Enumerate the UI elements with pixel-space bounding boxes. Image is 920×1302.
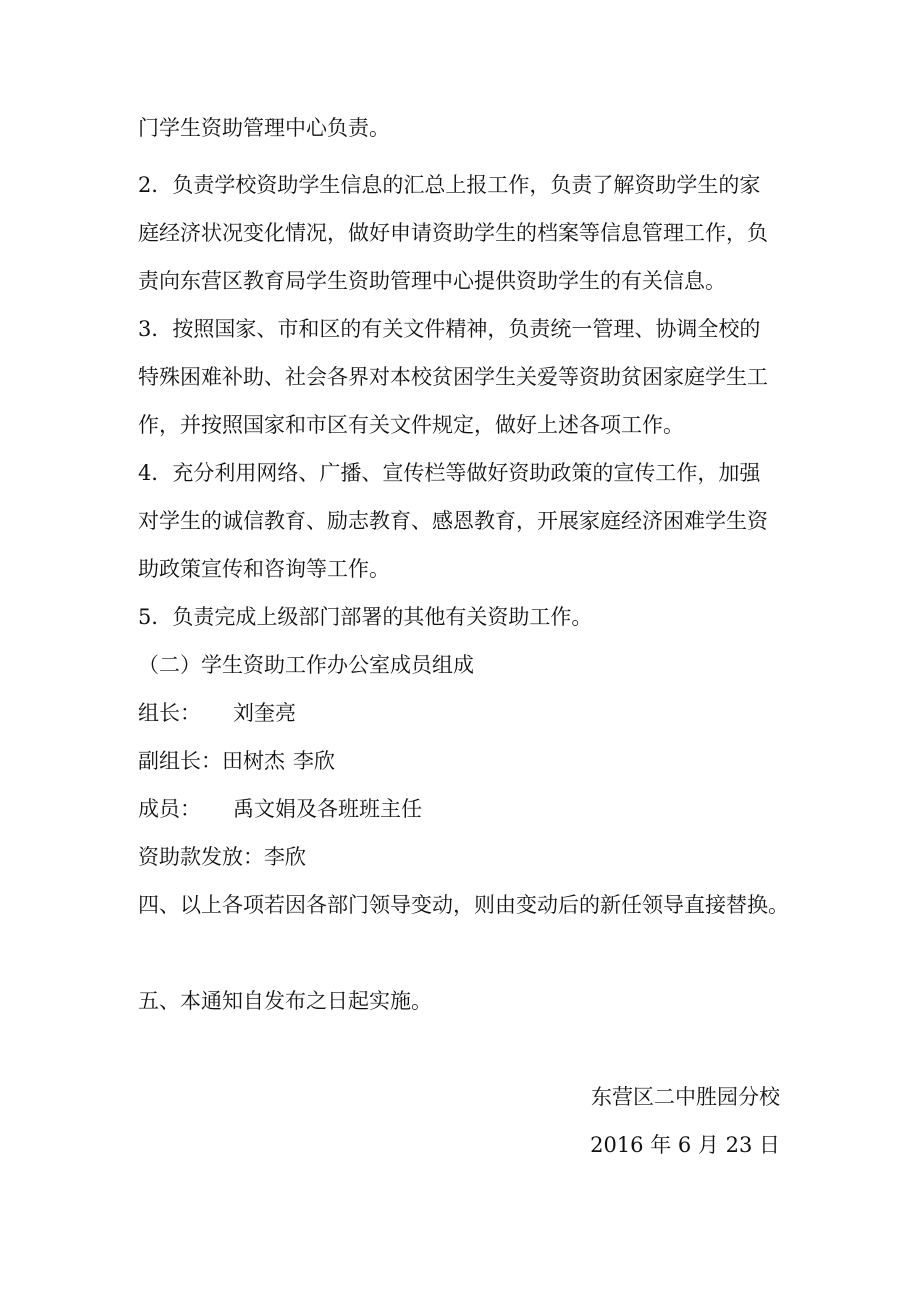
body-line-5: 3．按照国家、市和区的有关文件精神，负责统一管理、协调全校的 [138,317,761,341]
body-line-3: 庭经济状况变化情况，做好申请资助学生的档案等信息管理工作，负 [138,221,768,245]
leader-label: 组长： [138,701,201,725]
deputy-name-1: 田树杰 [222,749,285,773]
signature-date: 2016 年 6 月 23 日 [590,1133,780,1157]
members-row [138,795,422,823]
body-line-8: 4．充分利用网络、广播、宣传栏等做好资助政策的宣传工作，加强 [138,461,761,485]
funds-distribution-row [138,843,306,871]
leader-name: 刘奎亮 [233,701,296,725]
members-value: 禹文娟及各班班主任 [233,797,422,821]
body-line-4: 责向东营区教育局学生资助管理中心提供资助学生的有关信息。 [138,269,726,293]
signature-organization: 东营区二中胜园分校 [591,1085,780,1109]
body-line-9: 对学生的诚信教育、励志教育、感恩教育，开展家庭经济困难学生资 [138,509,768,533]
section-four: 四、以上各项若因各部门领导变动，则由变动后的新任领导直接替换。 [138,893,789,917]
body-line-1: 门学生资助管理中心负责。 [138,116,390,140]
members-label: 成员： [138,797,201,821]
body-line-11: 5．负责完成上级部门部署的其他有关资助工作。 [138,605,593,629]
leader-row [138,699,296,727]
deputy-label: 副组长： [138,749,222,773]
body-line-10: 助政策宣传和咨询等工作。 [138,557,390,581]
section-five: 五、本通知自发布之日起实施。 [138,989,432,1013]
section-heading-members: （二）学生资助工作办公室成员组成 [138,653,474,677]
deputy-leader-row [138,747,335,775]
body-line-2: 2．负责学校资助学生信息的汇总上报工作，负责了解资助学生的家 [138,173,761,197]
funds-name: 李欣 [264,845,306,869]
body-line-7: 作，并按照国家和市区有关文件规定，做好上述各项工作。 [138,413,684,437]
deputy-name-2: 李欣 [293,749,335,773]
funds-label: 资助款发放： [138,845,264,869]
body-line-6: 特殊困难补助、社会各界对本校贫困学生关爱等资助贫困家庭学生工 [138,365,768,389]
